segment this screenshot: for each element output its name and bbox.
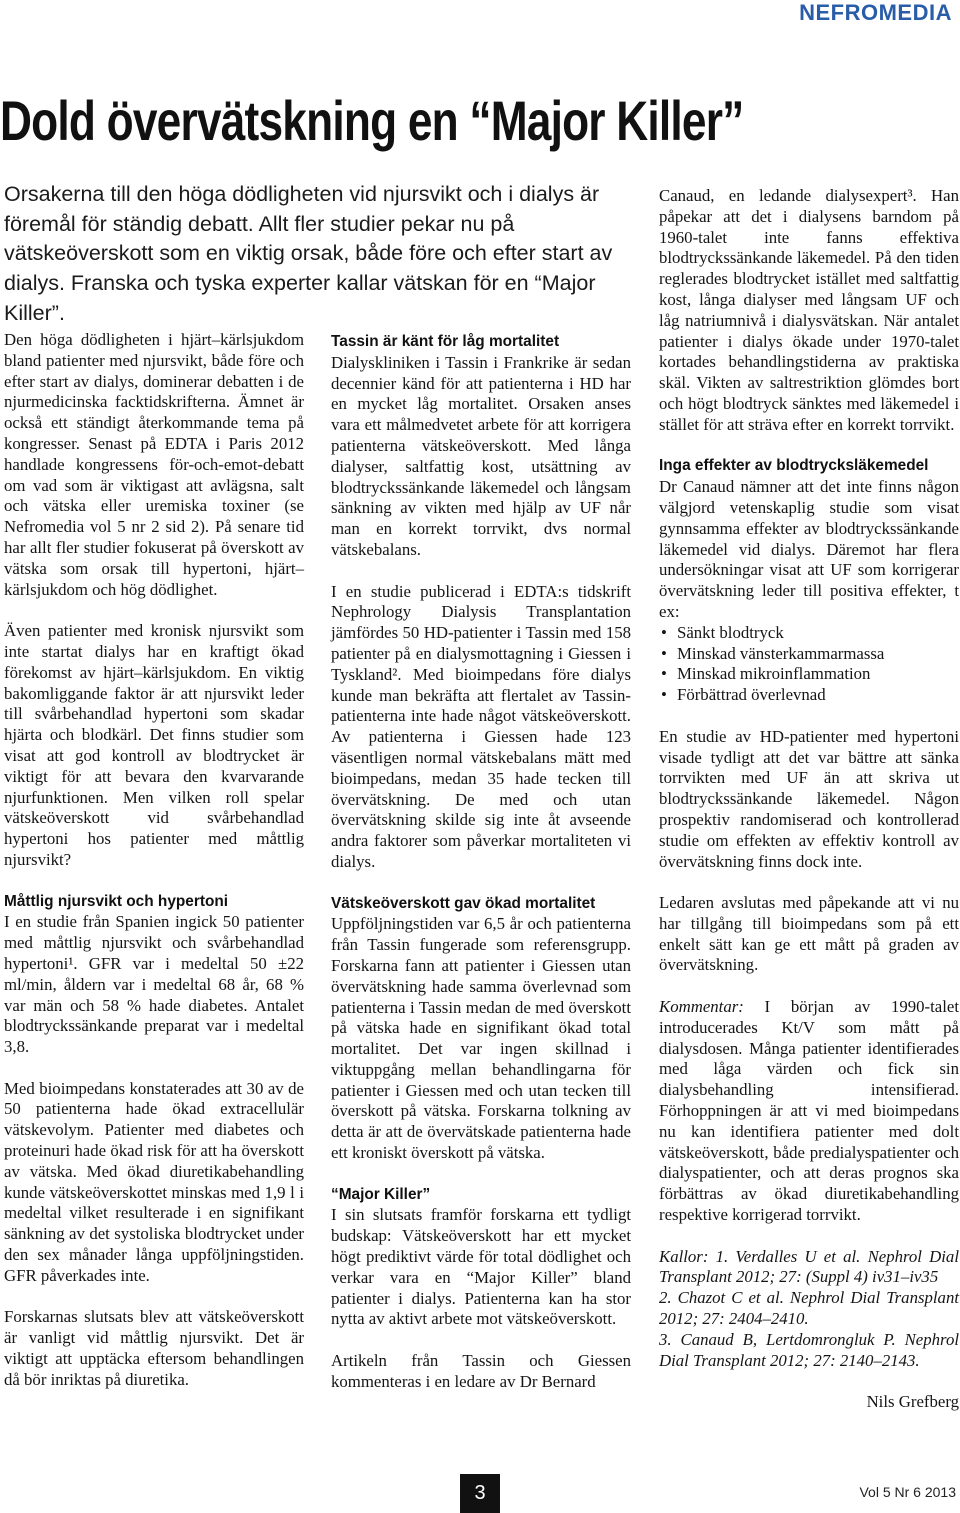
body-paragraph: Forskarnas slutsats blev att vätskeöverskott är vanligt vid måttlig njursvikt. Det är viktigt att upptäcka eftersom behandlingen då bör inriktas på diuretika.	[4, 1307, 304, 1389]
body-paragraph: Artikeln från Tassin och Giessen kommenteras i en ledare av Dr Bernard	[331, 1351, 631, 1391]
body-paragraph: Uppföljningstiden var 6,5 år och patienterna från Tassin fungerade som referensgrupp. Forskarna fann att patienter i Giessen utan övervätskning hade samma överlevnad som patienterna i Tassin medan de med överskott på vätska hade en signifikant ökad total mortalitet. Det var ingen skillnad i viktuppgång mellan behandlingarna för patienter i Giessen med och utan tecken till överskott på vätska. Forskarna tolkning av detta är att de övervätskade patienterna hade ett kroniskt överskott på vätska.	[331, 914, 631, 1163]
body-paragraph: Dialyskliniken i Tassin i Frankrike är sedan decennier känd för att patienterna i HD har en mycket låg mortalitet. Orsaken anses vara ett målmedvetet arbete för att korrigera patienterna vätskeöverskott. Med långa dialyser, saltfattig kost, utsättning av blodtryckssänkande läkemedel och långsam sänkning av vikten med hjälp av UF når man en korrekt torrvikt, dvs normal vätskebalans.	[331, 352, 631, 559]
subheading: Måttlig njursvikt och hypertoni	[4, 892, 229, 910]
subheading: Inga effekter av blodtrycksläkemedel	[659, 457, 929, 475]
list-item: • Minskad mikroinflammation	[659, 664, 959, 685]
body-column-1	[4, 330, 304, 1391]
body-paragraph: En studie av HD-patienter med hypertoni visade tydligt att det var bättre att sänka torrvikten med UF än att skriva ut blodtryckssänkande läkemedel. Någon prospektiv randomiserad och kontrollerad studie om effekten av effektiv kontroll av övervätskning finns dock inte.	[659, 726, 959, 871]
body-column-2	[331, 332, 631, 1393]
reference-item: 3. Canaud B, Lertdomrongluk P. Nephrol Dial Transplant 2012; 27: 2140–2143.	[659, 1329, 959, 1370]
comment-paragraph	[659, 997, 959, 1226]
list-item: • Förbättrad överlevnad	[659, 685, 959, 706]
body-paragraph: Canaud, en ledande dialysexpert³. Han påpekar att det i dialysens barndom på 1960-talet inte fanns effektiva blodtryckssänkande läkemedel. På den tiden reglerades blodtrycket istället med saltfattig kost, långa dialyser med långsam UF och låg natriumnivå i dialysvätskan. När antalet patienter i dialys ökade under 1970-talet kortades behandlingstiderna av praktiska skäl. Vikten av saltrestriktion glömdes bort och högt blodtryck sänktes med läkemedel i stället för att sträva efter en korrekt torrvikt.	[659, 186, 959, 434]
subheading: Vätskeöverskott gav ökad mortalitet	[331, 894, 596, 912]
lead-paragraph: Orsakerna till den höga dödligheten vid njursvikt och i dialys är föremål för ständig debatt. Allt fler studier pekar nu på vätskeöverskott som en viktig orsak, både före och efter start av dialys. Franska och tyska experter kallar vätskan för en “Major Killer”.	[4, 182, 613, 325]
body-paragraph: I en studie publicerad i EDTA:s tidskrift Nephrology Dialysis Transplantation jämfördes 50 HD-patienter i Tassin med 158 patienter på en dialysmottagning i Giessen i Tyskland². Med bioimpedans före dialys kunde man bekräfta att flertalet av Tassin-patienterna inte hade något vätskeöverskott. Av patienterna i Giessen hade 123 väsentligen normal vätskebalans mätt med bioimpedans, medan 35 hade tecken till övervätskning. De med och utan övervätskning skilde sig inte åt avseende andra faktorer som påverkar mortaliteten vi dialys.	[331, 581, 631, 871]
page-number: 3	[460, 1474, 500, 1513]
masthead-logo: NEFROMEDIA	[799, 0, 952, 25]
body-paragraph: I sin slutsats framför forskarna ett tydligt budskap: Vätskeöverskott har ett mycket högt prediktivt värde för total dödlighet och verkar vara en “Major Killer” bland patienter i dialys. Patienterna kan ha stor nytta av aktivt arbete mot vätskeöverskott.	[331, 1205, 631, 1329]
reference-item: Kallor: 1. Verdalles U et al. Nephrol Dial Transplant 2012; 27: (Suppl 4) iv31–iv35	[659, 1246, 959, 1287]
effects-list	[659, 623, 959, 706]
article-headline: Dold övervätskning en “Major Killer”	[0, 89, 744, 152]
comment-text: I början av 1990-talet introducerades Kt/V som mått på dialysdosen. Många patienter identifierades med låga värden och fick sin dialysbehandling intensifierad. Förhoppningen är att vi med bioimpedans nu kan identifiera patienter med dolt vätskeöverskott, både predialyspatienter och dialyspatienter, och att deras prognos ska förbättras av ökad diuretikabehandling respektive korrigerad torrvikt.	[659, 997, 959, 1225]
list-item: • Sänkt blodtryck	[659, 623, 959, 644]
body-paragraph: Den höga dödligheten i hjärt–kärlsjukdom bland patienter med njursvikt, både före och efter start av dialys, dominerar debatten i de njurmedicinska facktidskrifterna. Ämnet är också ett ständigt återkommande tema på kongresser. Senast på EDTA i Paris 2012 handlade kongressens för-och-emot-debatt om vad som är viktigast att avlägsna, salt och vätska eller uremiska toxiner (se Nefromedia vol 5 nr 2 sid 2). På senare tid har allt fler studier fokuserat på överskott av vätska som orsak till hypertoni, hjärt–kärlsjukdom och hög dödlighet.	[4, 330, 304, 599]
list-item: • Minskad vänsterkammarmassa	[659, 644, 959, 665]
author-name: Nils Grefberg	[866, 1392, 959, 1412]
subheading: Tassin är känt för låg mortalitet	[331, 333, 560, 350]
body-paragraph: Ledaren avslutas med påpekande att vi nu har tillgång till bioimpedans som på ett enkelt sätt kan ge ett mått på graden av övervätskning.	[659, 893, 959, 975]
reference-item: 2. Chazot C et al. Nephrol Dial Transplant 2012; 27: 2404–2410.	[659, 1288, 959, 1329]
subheading: “Major Killer”	[331, 1185, 431, 1203]
comment-label: Kommentar:	[659, 997, 744, 1017]
body-paragraph: Dr Canaud nämner att det inte finns någon välgjord vetenskaplig studie som visat gynnsamma effekter av blodtryckssänkande läkemedel vid dialys. Däremot har flera undersökningar visat att UF som korrigerar övervätskning leder till positiva effekter, t ex:	[659, 477, 959, 621]
body-paragraph: Även patienter med kronisk njursvikt som inte startat dialys har en kraftigt ökad förekomst av hjärt–kärlsjukdom. En viktig bakomliggande faktor är att njursvikt leder till svårbehandlad hypertoni som skadar hjärta och blodkärl. Det finns studier som visat att god kontroll av blodtrycket är viktigt för att bevara den kvarvarande njurfunktionen. Men vilken roll spelar vätskeöverskott vid svårbehandlad hypertoni hos patienter med måttlig njursvikt?	[4, 621, 304, 869]
body-column-3	[659, 186, 959, 1413]
issue-label: Vol 5 Nr 6 2013	[859, 1484, 956, 1500]
body-paragraph: Med bioimpedans konstaterades att 30 av de 50 patienterna hade ökad extracellulär vätskevolym. Patienter med diabetes och proteinuri hade ökad risk för att ha överskott av vätska. Med ökad diuretikabehandling kunde vätskeöverskottet minskas med 1,9 l i medeltal vilket resulterade i en signifikant sänkning av det systoliska blodtrycket under den sex månader långa uppföljningstiden. GFR påverkades inte.	[4, 1078, 304, 1285]
body-paragraph: I en studie från Spanien ingick 50 patienter med måttlig njursvikt och svårbehandlad hypertoni¹. GFR var i medeltal 50 ±22 ml/min, åldern var i medeltal 68 år, 68 % var män och 58 % hade diabetes. Antalet blodtryckssänkande preparat var i medeltal 3,8.	[4, 912, 304, 1057]
